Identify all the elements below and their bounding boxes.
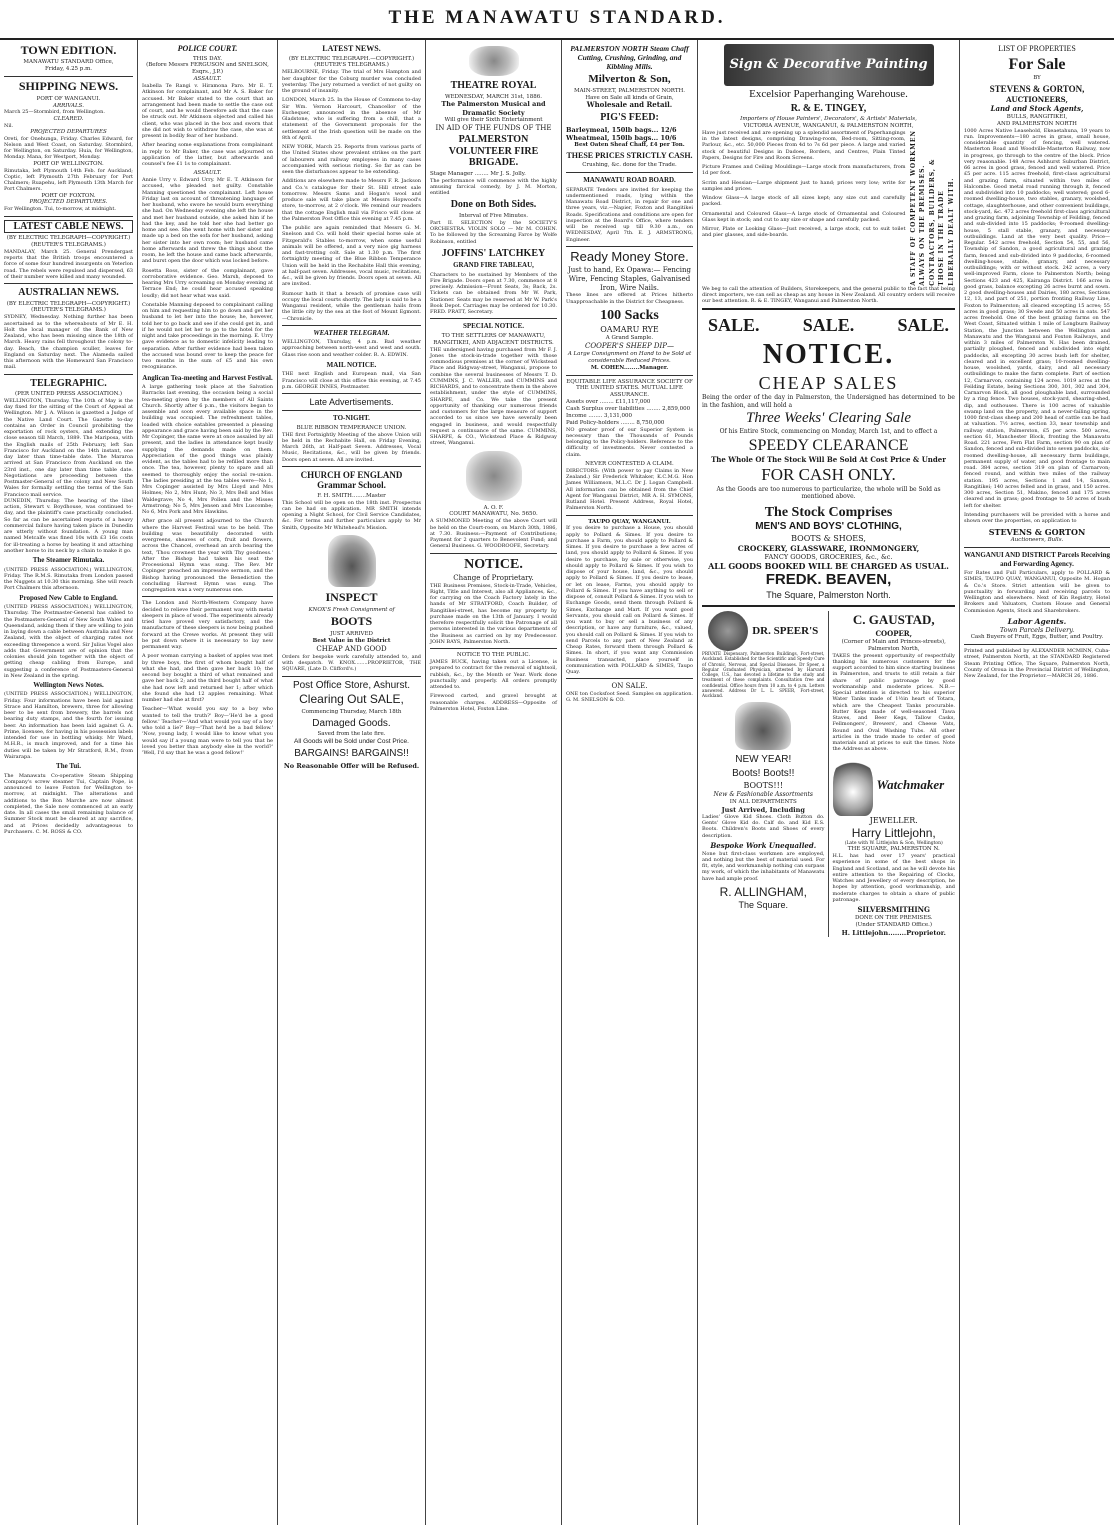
on-sale-text: ONE ton Cocksfoot Seed. Samples on application. G. M. SNELSON & CO.: [566, 691, 693, 704]
oamaru-rye: OAMARU RYE: [600, 325, 659, 335]
parcels-text: For Rates and Full Particulars, apply to POLLARD & SIMES, TAUPO QUAY, WANGANUI, Opposite M. Hogan & Co.'s Store. Strict attention will be given to punctuality in forwarding and receiving parcels to Wellington and elsewhere. Next of Kin Registry, Hotel Brokers and Valuators, Custom House and General Commission Agents, Stock and Sharebrokers.: [964, 570, 1110, 614]
speedy-clearance: SPEEDY CLEARANCE: [748, 436, 909, 454]
latest-para-6: Rumour hath it that a breach of promise case will occupy the local courts shortly. The lady is said to be a Wanganui resident, while the gentleman hails from the little city by the sea at the foot of Mount Egmont.—Chronicle.: [282, 290, 421, 322]
tableau-heading: GRAND FIRE TABLEAU,: [453, 261, 534, 270]
part2-text: Part II. SELECTION by the SOCIETY'S ORCHESTRA. VIOLIN SOLO — Mr M. COHEN. To be followed by the Screaming Farce by Wolfe Robinson, entitled: [430, 219, 557, 245]
speer-heading: DR. SPEER'S: [752, 624, 819, 637]
damaged-heading: Damaged Goods.: [312, 717, 391, 729]
give-entertainment: Will give their Sixth Entertainment: [444, 116, 543, 123]
entire-stock: Of his Entire Stock, commencing on Monday, March 1st, and to effect a: [719, 428, 938, 436]
labor-agents: Labor Agents.: [1007, 616, 1067, 626]
fancy-goods: FANCY GOODS, GROCERIES, &c., &c.: [764, 553, 893, 561]
frames-text: Picture Frames and Ceiling Mouldings—Large stock from manufacturers, from 1d per foot.: [702, 164, 906, 177]
bespoke-heading: Bespoke Work Unequalled.: [710, 840, 817, 850]
boots-heading: BOOTS: [330, 614, 373, 629]
sacks-heading: 100 Sacks: [600, 307, 659, 323]
just-arrived-including: Just Arrived, Including: [721, 805, 805, 814]
littlejohn-proprietor: H. Littlejohn........Proprietor.: [841, 928, 946, 937]
opawa-text: These lines are offered at Prices hitherto Unapproachable in the District for Cheapness.: [566, 292, 693, 305]
aus-credit: (BY ELECTRIC TELEGRAPH—COPYRIGHT.) (REUTER'S TELEGRAMS.): [6, 300, 131, 314]
grand-sample: A Grand Sample.: [605, 335, 654, 342]
inspect-heading: INSPECT: [325, 589, 378, 604]
theatre-date: WEDNESDAY, MARCH 31st, 1886.: [444, 93, 543, 100]
arrivals-label: ARRIVALS.: [53, 102, 84, 109]
on-sale-heading: ON SALE.: [611, 682, 648, 691]
tea-para-5: Teacher—'What would you say to a boy who wanted to tell the truth?' Boy—'He'd be a good fellow.' Teacher—'And what would you say of a boy who told a lie?' Boy—'That he'd be a bad fellow.' 'Now, young lady, I would like to know what you would say if a young man were to tell you that he loved you better than anybody else in the world?' 'Well, I'd say that he was a good fellow!': [142, 706, 273, 757]
aof-emblem: [466, 451, 522, 501]
wellington-notes-heading: Wellington News Notes.: [33, 681, 104, 690]
column-6: [697, 40, 959, 1525]
littlejohn-text: H.L. has had over 17 years' practical experience in some of the best shops in England and Scotland, and as he will devote his entire attention to the Repairing of Clocks, Watches and Jewellery of every description, he hopes by attention, good workmanship, and moderate charges to obtain a share of public patronage.: [832, 853, 955, 903]
cooper-heading: COOPER'S SHEEP DIP—: [584, 342, 674, 351]
column-1: [0, 40, 137, 1525]
boots-1: Boots! Boots!!: [732, 767, 795, 779]
clearing-heading: Clearing Out SALE,: [299, 692, 404, 707]
cooper-text: A Large Consignment on Hand to be Sold at considerable Reduced Prices.: [567, 350, 692, 364]
projected-text: Oreti, for Onehunga, Friday. Charles Edward, for Nelson and West Coast, on Saturday. Stormbird, for Wellington, on Saturday. Huia, for Wellington, Monday. Mana, for Westport, Monday.: [4, 135, 133, 161]
latest-para-4: Additions are elsewhere made to Messrs F. R. Jackson and Co.'s catalogue for their St. Hill street sale tomorrow. Messrs Sams and Hogan's wool and produce sale will take place at Messrs Hopwood's store, to-morrow, at 2 o'clock. We remind our readers that the cottage English mail via Frisco will close at the Palmerston Post Office this evening at 7.45 p.m.: [282, 178, 421, 222]
sale-2: SALE.: [802, 315, 855, 336]
vertical-text-5: LIBERALLY DEALT WITH.: [947, 177, 955, 286]
wheat-price: Wheatmeal, 150lb bags... 10/6: [566, 133, 677, 142]
foxton-port: PORT OF FOXTON.: [41, 192, 96, 199]
crushing: Crushing, &c. done for the Trade.: [582, 162, 677, 169]
change-proprietary: Change of Proprietary.: [453, 573, 534, 582]
boots-shoes-label: BOOTS & SHOES,: [791, 533, 866, 543]
cleared-text: Nil.: [4, 122, 14, 129]
latest-para-3: NEW YORK, March 25. Reports from various parts of the United States show prevalent strikes on the part of labourers and railway employees in many cases accompanied with serious rioting. So far as can be seen the disturbances appear to be extending.: [282, 144, 421, 176]
by-label: BY: [1033, 75, 1041, 82]
best-value: Best Value in the District: [312, 638, 391, 645]
projected-label: PROJECTED DEPARTURES: [30, 128, 107, 135]
auctioneers: AUCTIONEERS,: [1006, 95, 1068, 105]
dunedin-text: DUNEDIN, Thursday. The hearing of the libel action, Stewart v. Boydhouse, was continued to-day, and the plaintiff's case practically concluded. So far as can be ascertained reports of a heavy commercial failure having taken place in Dunedin are utterly without foundation. A young man named Metcalfe was fined 10s with £3 16s costs for ill-treating a horse by beating it and attaching another horse to its neck by a chain to make it go.: [4, 497, 133, 554]
society: The Palmerston Musical and Dramatic Society: [441, 100, 546, 117]
fire-brigade-heading: PALMERSTON VOLUNTEER FIRE BRIGADE.: [448, 134, 539, 169]
church-master: F. H. SMITH........Master: [317, 492, 386, 499]
chaff-price: Best Oaten Sheaf Chaff, £4 per Ton.: [574, 141, 685, 148]
mirror-text: Mirror, Plate or Looking Glass—Just received, a large stock, cut to suit toilet and pier glasses, and side-boards.: [702, 226, 906, 239]
buck-text: JAMES BUCK, having taken out a License, is prepared to contract for the removal of nightsoil, rubbish, &c., by the Month or Year. Work done punctually and properly. All orders promptly attended to.: [430, 659, 557, 691]
police-para-4: Rosetta Ross, sister of the complainant, gave corroborative evidence. Geo. Marsh, deposed to hearing Mrs Urry screaming on Monday evening at Terrace End; he could hear accused speaking loudly; did not hear what was said.: [142, 267, 273, 299]
column-3: [277, 40, 425, 1525]
settlers-text: THE undersigned having purchased from Mr F. J. Jones the stock-in-trade together with those commodious premises at the corner of Wickstead Place and Ridgway-street, Wanganui, propose to combine the several businesses of Messrs T. D. CUMMINS, J. C. WALLER, and CUMMINS and RICHARDS, and to concentrate them in the above establishment, under the style of CUMMINS, SHARPE, and Co. We take the present opportunity of thanking our numerous friends and customers for the large measure of support accorded to us since we have severally been engaged in business, and would respectfully request a continuance of the same. CUMMINS, SHARPE, & CO., Wickstead Place & Ridgway street, Wanganui.: [430, 346, 557, 447]
cleared-label: CLEARED.: [53, 115, 84, 122]
cash-only: FOR CASH ONLY.: [761, 465, 896, 485]
for-sale: For Sale: [1008, 55, 1066, 73]
gaustad-cooper: COOPER,: [875, 629, 913, 639]
cable-text: MANDALAY, March 25. General Prendergast reports that the British troops encountered a force of some four hundred insurgents on Yeterlon road. The rebels were repulsed and dispersed, 63 of their number were killed and many wounded.: [4, 248, 133, 280]
knox-text: Orders for bespoke work carefully attended to, and with despatch. W. KNOX........PROPRIETOR, THE SQUARE, (Late D. Clifford's.): [282, 653, 421, 673]
cable-proposal-heading: Proposed New Cable to England.: [19, 593, 118, 602]
auctioneers-bulls: Auctioneers, Bulls.: [1010, 537, 1064, 544]
allingham-square: The Square.: [738, 899, 789, 910]
equitable-income: Income ........ 3,131,000: [566, 412, 633, 419]
saved-fire: Saved from the late fire.: [317, 731, 386, 738]
sale-1: SALE.: [708, 315, 760, 336]
court-manawatu: COURT MANAWATU, No. 5650.: [449, 511, 538, 518]
parcels-delivery: Town Parcels Delivery.: [999, 626, 1075, 635]
tonight-label: TO-NIGHT.: [333, 414, 370, 423]
tea-para-2: After grace all present adjourned to the Church where the Harvest Festival was to be held. The building was beautifully decorated with evergreens, sheaves of corn, fruit and flowers, across the Chancel, overhead an arch bearing the text, 'Thou crownest the year with Thy goodness.' After the Bishop had taken his seat the Processional Hymn was sung. The Rev. Mr Copinger preached an impressive sermon, and the Bishop having pronounced the Benediction the concluding Harvest Hymn was sung. The congregation was a very numerous one.: [142, 518, 273, 594]
all-departments: IN ALL DEPARTMENTS: [729, 798, 797, 805]
foxton-text: For Wellington. Tui, to-morrow, at midnight.: [4, 206, 116, 213]
goods-booked: ALL GOODS BOOKED WILL BE CHARGED AS USUAL.: [708, 561, 949, 572]
town-date: Friday, 4.25 p.m.: [44, 66, 93, 73]
vertical-text-3: CONTRACTORS, BUILDERS, &: [928, 158, 936, 286]
bargains-heading: BARGAINS! BARGAINS!!: [294, 748, 409, 760]
column-2: [137, 40, 277, 1525]
po-store-heading: Post Office Store, Ashurst.: [292, 679, 411, 691]
littlejohn-late: (Late with W. Littlejohn & Son, Wellington): [844, 840, 943, 846]
done-both-sides: Done on Both Sides.: [450, 199, 537, 211]
barley-price: Barleymeal, 150lb bags... 12/6: [566, 125, 677, 134]
speer-text: PRIVATE Dispensary, Palmerston Buildings, Fort-street, Auckland. Established for the Scientific and Speedy Cure of Chronic, Nervous, and Special Diseases. Dr Speer, a Regular Graduated Physician, attested by Harvard College, U.S., has devoted a lifetime to the study and treatment of these complaints. Consultation free and confidential. Office hours from 10 a.m. to 4 p.m. Letters answered. Address Dr L. L. SPEER, Fort-street, Auckland.: [702, 651, 825, 699]
equitable-heading: EQUITABLE LIFE ASSURANCE SOCIETY OF THE UNITED STATES. MUTUAL LIFE ASSURANCE.: [566, 378, 693, 399]
printed-by: Printed and published by ALEXANDER MCMINN, Cuba-street, Palmerston North, at the STANDARD Registered Steam Printing Office, The Square, Palmerston North, County of Oroua in the Provincial District of Wellington, New Zealand, for the Proprietor.—MARCH 26, 1886.: [964, 648, 1110, 680]
masthead: THE MANAWATU STANDARD.: [0, 0, 1114, 40]
special-notice-heading: SPECIAL NOTICE.: [462, 322, 525, 331]
silver-text: DONE ON THE PREMISES.: [854, 914, 933, 921]
wellington-port: PORT OF WELLINGTON.: [33, 160, 104, 167]
numerous: As the Goods are too numerous to particularize, the whole will be Sold as mentioned above.: [716, 485, 941, 501]
summoned-text: A SUMMONED Meeting of the above Court will be held on the Court-room, on March 30th, 1886, at 7.30. Business:—Payment of Contributions; Payment for 2 quarters to Benevolent Fund; and General Business. G. WOODROOFE, Secretary.: [430, 518, 557, 550]
intending-text: Intending purchasers will be provided with a horse and shown over the properties, on application to: [964, 511, 1110, 525]
allingham: R. ALLINGHAM,: [719, 884, 807, 899]
parcels-heading: WANGANUI AND DISTRICT Parcels Receiving and Forwarding Agency.: [964, 551, 1110, 568]
gaustad-text: TAKES the present opportunity of respectfully thanking his numerous customers for the support accorded to him since starting business in Palmerston, and trusts to still retain a fair share of public patronage by good workmanship and moderate prices. N.B.—Special attention is directed to his superior Water Tanks made of 1½in heart of Totara, which are the Cheapest Tanks procurable. Butter Kegs made of well-seasoned Tawa Staves, and Beer Kegs, Tallow Casks, Fellmongers', Brewers', and Cheese Vats, Round and Oval Washing Tubs. All other articles in the trade made to order of good materials and at prices to suit the times. Note the Address as above.: [832, 652, 955, 753]
list-properties: LIST OF PROPERTIES: [998, 44, 1076, 53]
australian-heading: AUSTRALIAN NEWS.: [18, 287, 119, 299]
ready-money-heading: Ready Money Store.: [570, 248, 689, 264]
aus-text: SYDNEY, Wednesday. Nothing further has been ascertained as to the whereabouts of Mr E. H. Holt the local manager of the Bank of New Zealand, who has been missing since the 18th of March. Heavy rains fell throughout the colony to-day. Beach, the champion sculler, leaves for England on Saturday next. The Alameda sailed this afternoon with the Homeward San Francisco mail.: [4, 314, 133, 371]
equitable-paid: Paid Policy-holders ........ 8,750,000: [566, 419, 665, 426]
royal-emblem: [469, 46, 519, 76]
police-para-5: Constable Manning deposed to complainant calling on him and requesting him to go down and get her husband to let her into the house; he, however, told her to go back and see if she could get in, and if he would not let her to go to the hotel for the night and take proceedings in the morning. E. Urry gave evidence as to domestic infelicity leading to separation. After further evidence had been taken the accused was bound over to keep the peace for two months in the sum of £5 and his own recognisance.: [142, 301, 273, 371]
whole-stock: The Whole Of The Stock Will Be Sold At Cost Price & Under: [711, 454, 946, 464]
perf-text: The performance will commence with the highly amusing farcical comedy, by J. M. Morton, entitled: [430, 177, 557, 197]
notice-big: NOTICE.: [762, 338, 895, 370]
aid-funds: IN AID OF THE FUNDS OF THE: [435, 123, 552, 132]
stage-manager: Stage Manager ........ Mr J. S. Jolly.: [430, 170, 526, 177]
town-edition-heading: TOWN EDITION.: [20, 43, 117, 57]
latest-news-heading: LATEST NEWS.: [322, 44, 381, 53]
rimutaka-text: (UNITED PRESS ASSOCIATION.) WELLINGTON, Friday. The R.M.S. Rimutaka from London passed the Nuggets at 10.30 this morning. She will reach Port Chalmers this afternoon.: [4, 566, 133, 592]
stevens-gorton: STEVENS & GORTON,: [989, 84, 1085, 95]
tableau-text: Characters to be sustained by Members of the Fire Brigade. Doors open at 7.30, commence at 8 precisely. Admission—Front Seats, 3s; Back, 2s. Tickets can be obtained from Mr W. Park, Stationer. Seats may be reserved at Mr W. Park's Book Depot. Carriages may be ordered for 10.30. FRED. PRATT, Secretary.: [430, 271, 557, 316]
dr-speer-portrait: [708, 611, 748, 651]
police-para-3: Annie Urry v. Edward Urry. Mr E. T. Atkinson for accused, who pleaded not guilty. Constable Manning questioned the complainant. Left house Friday last on account of threatening language of her husband, who swore he would burn everything she had. On Wednesday evening she left the house and met her husband outside, she asked him if he had the key, and he told her she had better go home and see. She went home with her sister and made up a bed on the sofa for her husband, asking her sister into her own room; her husband came home afterwards and threw the things about the room, he left the house and came back afterwards, and burst open the door which was locked before.: [142, 177, 273, 265]
taupo-text: If you desire to purchase a House, you should apply to Pollard & Simes. If you desire to purchase a Farm, you should apply to Pollard & Simes. If you desire to purchase a few acres of land, you should apply to Pollard & Simes. If you desire to purchase, by sale or otherwise, you should apply to Pollard & Simes. If you wish to dispose of your house, land, &c., you should apply to Pollard & Simes. If you desire to lease, or let on lease, Farms, you should apply to Pollard & Simes. If you have anything to sell or dispose of, consult Pollard & Simes. If you wish to Exchange Goods, send them through Pollard & Simes, Exchange and Mart. If you want good Servants, you should call on Pollard & Simes. If you want to buy or sell a business of any description, or have any furniture, &c., valued, you should call on Pollard & Simes. If you wish to send Parcels to any part of New Zealand at Cheap Rates, forward them through Pollard & Simes. In short, if you want any Commission Business transacted, place yourself in communication with POLLARD & SIMES, Taupo Quay.: [566, 525, 693, 676]
bulls: BULLS, RANGITIKEI,: [1006, 113, 1068, 120]
late-ads-heading: Late Advertisements.: [309, 397, 394, 408]
foxton-projected: PROJECTED DEPARTURES.: [29, 199, 108, 206]
bespoke-text: None but first-class workmen are employed, and nothing but the best of material used. For fit, style, and workmanship nothing can surpass my work, of which the inhabitants of Manawatu have had ample proof.: [702, 850, 825, 882]
firewood-text: Firewood carted, and gravel brought at reasonable charges. ADDRESS—Opposite of Palmerston Hotel, Foxton Line.: [430, 693, 557, 712]
stevens-gorton-2: STEVENS & GORTON: [988, 527, 1086, 538]
town-office: MANAWATU STANDARD Office,: [23, 59, 114, 66]
gaustad-corner: (Corner of Main and Princes-streets), Palmerston North,: [841, 638, 946, 652]
latest-para-2: LONDON, March 25. In the House of Commons to-day Sir Wm. Vernon Harcourt, Chancellor of the Exchequer, announced in the absence of Mr Gladstone, who is suffering from a chill, that a statement of the Government proposals for the settlement of the Irish question will be made on the 8th of April.: [282, 97, 421, 141]
painting-banner: Sign & Decorative Painting: [724, 44, 934, 86]
boot-illustration-2: [735, 702, 791, 750]
tea-para-4: A poor woman carrying a basket of apples was met by three boys, the first of whom bought half of what she had, and then gave her back 10; the second boy bought a third of what remained and gave her back 2; and the third bought half of what she had now left and returned her 1; after which she found she had 12 apples remaining. What number had she at first?: [142, 653, 273, 704]
littlejohn-square: THE SQUARE, PALMERSTON N.: [847, 846, 940, 853]
road-board-text: SEPARATE Tenders are invited for keeping the undermentioned roads, lying within the Manawatu Road District, in repair for one and three years, viz.—Napier, Foxton and Rangitikei Roads. Specifications and conditions are open for inspection at the Board's Office, where tenders will be received up till 9.30 a.m., on WEDNESDAY, April 7th. E. J. ARMSTRONG, Engineer.: [566, 186, 693, 243]
equitable-text: NO greater proof of our Superior System is necessary than the Thousands of Pounds belonging to the Policy-holders. Reference to the difficulty of investments. Never contested a claim.: [566, 426, 693, 458]
wanganui-port: PORT OF WANGANUI.: [36, 95, 101, 102]
vertical-text-2: ALWAYS ON THE PREMISES.: [919, 164, 926, 286]
equitable-surplus: Cash Surplus over liabilities ........ 2,859,000: [566, 406, 691, 413]
aof-label: A. O. F.: [483, 504, 504, 511]
taupo-heading: TAUPO QUAY, WANGANUI.: [588, 518, 671, 525]
beaven: FREDK. BEAVEN,: [765, 571, 892, 589]
telegraphic-heading: TELEGRAPHIC.: [30, 377, 107, 389]
jeweller: JEWELLER.: [869, 815, 918, 825]
column-5: [561, 40, 697, 1525]
blue-ribbon-text: THE first Fortnightly Meeting of the above Union will be held in the Rechabite Hall, on Friday Evening, March 26th, at Half-past Seven. Addresses, Vocal Music, Recitations, &c., will be given by friends. Doors open at seven. All are invited.: [282, 431, 421, 463]
cheap-good: CHEAP AND GOOD: [316, 645, 387, 654]
main-street: MAIN-STREET, PALMERSTON NORTH.: [573, 87, 686, 94]
settlers-heading: TO THE SETTLERS OF MANAWATU, RANGITIKEI, AND ADJACENT DISTRICTS.: [433, 332, 554, 346]
cheap-sales: CHEAP SALES: [758, 372, 899, 393]
column-7: [959, 40, 1114, 1525]
notice-heading: NOTICE.: [464, 556, 523, 572]
just-arrived: JUST ARRIVED: [330, 631, 373, 638]
properties-text: 1000 Acres Native Leasehold, Ekeaetahuna, 19 years to run. Improvements—180 acres in grass, small house, considerable quantity of fencing, well watered. Masterton Road and Woodville-Masterton Railway, now in progress, go through to the centre of the block. Price very reasonable. 148 Acres Ashhurst Suburban District, 66 acres in good grass, fenced and well watered. Price £5 per acre. 115 acres freehold, first-class agricultural and grazing farm, situated within two miles of Halcombe. Good metal road running through it, fenced and subdivided into 10 paddocks; well watered; good 6-roomed dwelling-house, two stables, granary, woolshed, cottage, slaughterhouse, and other convenient buildings, stock-yard, &c. 472 acres freehold first-class agricultural and grazing farm, adjoining Township of Feilding, fenced and sub-divided into 15 paddocks; 9-roomed dwelling-house, 5 stall stable, granary, and necessary outbuildings. Land at the very best quality. Price—Regular. 542 acres freehold, Section 54, 55, and 56, Township of Sandon, a good agricultural and grazing farm, fenced and sub-divided into 9 paddocks, 6-roomed dwelling-house, stable, granary, and necessary outbuildings; with or without stock. 242 acres, a very well-improved Farm, close to Palmerston North; being Sections 423 and 425, Kairanga District. 166 acres in good grass, balance excepting 26 acres burnt and sown. 2 good dwelling-houses and Dairies, 180 acres, Sections 12, 13, and part of 251, portion fronting Railway Line, Foxton to Palmerston; all cleared excepting 15 acres; 55 acres in good grass; 30 Swede and 50 acres in oats. 547 acres freehold. One of the best grazing farms on the West Coast, Situated within 1 mile of Longburn Railway Station, the Junction between the Wellington and Manawatu and the Wanganui and Foxton Railways, and within 3 miles of Palmerston N. Has been drained, partially ploughed, fenced and subdivided into eight paddocks, all excepting 30 acres bush left for shelter, cleared and in excellent grass; 10-roomed dwelling-house, woolshed, yards, dairy, and all necessary outbuildings to make the farm complete. Part of section 12, Carnarvon, containing 124 acres. 1019 acres at the Feilding Estate, being Sections 300, 301, 302 and 304, Carnarvon Block, all good ploughable land, surrounded by a ring fence. Two houses, stock-yard, shearing-shed, dip, and outhouses. There is 100 acres of valuable swamp land on the property, and a never-failing spring. 1000 first-class sheep and 200 head of cattle can be had at valuation. 7½ acres, section 33, near township and railway station, Palmerston, £5 per acre. 500 acres, section 61, Manchester Block, fronting the Manawatu Road. 221 acres, Fern Flat Farm, section 90 on plan of Sandon, fenced and sub-divided into seven paddocks, six-roomed dwelling-house, all necessary farm buildings, permanent supply of water, and good frontage to main road. 384 acres, section 319 on plan of Carnarvon; fenced round, and within two miles of the railway station. 195 acres, Sections 1 and 14, Sanson, Rangitikei; 140 acres felled and in grass, and 150 acres. 300 acres, Section 51, Makino, fenced and 175 acres cleared and in grass; good frontage to 50 acres of bush left for shelter.: [964, 127, 1110, 509]
excelsior-heading: Excelsior Paperhanging Warehouse.: [749, 88, 908, 100]
opawa-goods: Just to hand, Ex Opawa:— Fencing Wire, Fencing Staples, Galvanised Iron, Wire Nails.: [567, 266, 692, 292]
before-magistrates: (Before Messrs FERGUSON and SNELSON, Esqrs., J.P.): [146, 62, 269, 76]
crockery: CROCKERY, GLASSWARE, IRONMONGERY,: [737, 543, 920, 553]
church-text: This School will be open on the 18th inst. Prospectus can be had on application. MR SMITH intends opening a Night School, for Civil Service Candidates, &c. For terms and further particulars apply to Mr Smith, Opposite Mr Whitehead's Mission.: [282, 499, 421, 531]
latest-para-5: The public are again reminded that Messrs G. M. Snelson and Co. will hold their special horse sale at Fitzgerald's Stables to-morrow, when some useful animals will be offered, and a very nice gig harness and fast-trotting colt. Sale at 1.30 p.m. The first fortnightly meeting of the Blue Ribbon Temperance Union will be held in the Rechabite Hall this evening, at half-past seven. Addresses, vocal music, recitations, &c., will be given by friends. Doors open at seven. All are invited.: [282, 225, 421, 288]
joffins-heading: JOFFINS' LATCHKEY: [441, 247, 546, 259]
arrivals-text: March 25—Stormbird, from Wellington.: [4, 109, 105, 116]
directors-text: DIRECTORS: (With power to pay Claims in New Zealand.) Sir Frederick Whitaker, K.C.M.G. Hon James Williamson, M.L.C. Dr J. Logan Campbell. All information can be obtained from the Chief Agent for Wanganui District, MR A. H. SYMONS, Rutland Hotel. Present Address, Royal Hotel, Palmerston North.: [566, 467, 693, 512]
stock-comprises: The Stock Comprises: [764, 504, 893, 520]
tingey-text: Have just received and are opening up a splendid assortment of Paperhangings in the latest designs, comprising Drawing-room, Bed-room, Sitting-room, Parlour, &c., etc. 50,000 Pieces from 4d to 7s 6d per piece. A large and varied stock of beautiful Designs in Dadoes, Borders, and Centres, Plain Tinted Papers, Designs for Fire and Room Screens.: [702, 129, 906, 161]
shipping-heading: SHIPPING NEWS.: [18, 78, 119, 93]
and-palmerston: AND PALMERSTON NORTH: [997, 120, 1077, 127]
watchmaker: Watchmaker: [876, 777, 945, 793]
beaven-square: The Square, Palmerston North.: [766, 589, 891, 600]
under-office: (Under STANDARD Office.): [855, 921, 932, 928]
refused: No Reasonable Offer will be Refused.: [283, 761, 420, 770]
pig-feed-heading: PIG'S FEED:: [600, 112, 659, 124]
knox-consignment: KNOX'S Fresh Consignment of: [308, 606, 395, 613]
equitable-assets: Assets over ........ £11,117,000: [566, 399, 651, 406]
latest-cable-heading: LATEST CABLE NEWS.: [4, 220, 133, 234]
wellington-text: Rimutaka, left Plymouth 14th Feb. for Auckland; Coptic, left Plymouth 27th February for Port Chalmers; Ruapehu, left Plymouth 13th March for Port Chalmers.: [4, 167, 133, 193]
mills-heading: PALMERSTON NORTH Steam Chaff Cutting, Crushing, Grinding, and Kibbling Mills.: [570, 44, 689, 71]
tele-credit: (PER UNITED PRESS ASSOCIATION.): [15, 391, 122, 398]
tea-para-1: A large gathering took place at the Salvation Barracks last evening, the occasion being a social tea-meeting given by the members of All Saints Church. Shortly after 6 p.m., the visitors began to assemble and soon every available space in the building was occupied. The refreshment tables, loaded with choice eatables presented a pleasing appearance and grace having been said by the Rev. Mr Copinger, the same were at once assailed by all present, and the ladies in attendance kept busily supplying the demands made on them. Appreciation of the good things was plainly evident, as the tables had to be refilled more than once. The tea, however, plenty to spare and all seemed to thoroughly enjoy the social re-union. The ladies presiding at the tea tables were—No 1, Mrs Copinger assisted by Mrs Lloyd and Mrs Holmes; No 2, Mrs Hunt; No 3, Mrs Bell and Miss Waldegrave; No 4, Mrs Pollen and the Misses Armstrong; No 5, Mrs Jensen and Mrs Luscombe; No 6, Mrs Pork and Mrs Hawkins.: [142, 384, 273, 516]
column-4: [425, 40, 561, 1525]
vertical-text-4: THOSE IN THE TRADE: [938, 190, 945, 286]
blue-ribbon: BLUE RIBBON TEMPERANCE UNION.: [296, 424, 407, 431]
scrim-text: Scrim and Hessian—Large shipment just to hand; prices very low; write for samples and prices.: [702, 179, 906, 192]
this-day: THIS DAY.: [193, 55, 222, 62]
new-year: NEW YEAR!: [735, 754, 792, 766]
tea-para-3: The London and North-Western Company have decided to relieve their permanent way with metal sleepers in place of wood. The experiments already tried have proved very satisfactory, and the manufacture of these sleepers is now being pushed forward at the Crewe works. At present they will be put down where it is necessary to lay new permanent way.: [142, 600, 273, 651]
tingey-footer: We beg to call the attention of Builders, Storekeepers, and the general public to the fact that being direct importers, we can sell as cheap as any house in New Zealand. All country orders will receive our best attention. R. & E. TINGEY, Wanganui and Palmerston North.: [702, 285, 955, 305]
interval: Interval of Five Minutes.: [459, 212, 528, 219]
church-heading: CHURCH OF ENGLAND Grammar School.: [300, 469, 403, 491]
latest-para-1: MELBOURNE, Friday. The trial of Mrs Hampton and her daughter for the Coburg murder was concluded yesterday. The jury returned a verdict of not guilty on the ground of insanity.: [282, 69, 421, 95]
importers: Importers of House Painters', Decorators', & Artists' Materials,: [740, 116, 917, 123]
sale-3: SALE.: [897, 315, 949, 336]
tea-meeting-heading: Anglican Tea-meeting and Harvest Festival.: [142, 373, 273, 382]
tui-heading: The Tui.: [56, 762, 81, 771]
assault-label-2: ASSAULT.: [193, 170, 222, 177]
mail-text: THE next English and European mail, via San Francisco will close at this office this evening, at 7.45 p.m. GEORGE INNES, Postmaster.: [282, 371, 421, 390]
road-board-heading: MANAWATU ROAD BOARD.: [583, 176, 676, 185]
three-weeks: Three Weeks' Clearing Sale: [746, 410, 911, 427]
police-para-1: Isabella Te Rangi v. Hiramona Paro. Mr E. T. Atkinson for complainant, and Mr A. S. Baker for accused. Mr Baker stated to the court that an arrangement had been made to settle the case out of court, and he would therefore ask that the case be struck out. Mr Atkinson objected and called his client, who was placed in the box and sworn that she did not wish to withdraw the case, she was at present in bodily fear of her husband.: [142, 83, 273, 140]
littlejohn: Harry Littlejohn,: [851, 825, 936, 840]
weather-text: WELLINGTON, Thursday, 4 p.m. Bad weather approaching between north-west and west and south. Glass rise soon and weather colder. R. A. EDWIN.: [282, 339, 421, 358]
never-contested: NEVER CONTESTED A CLAIM.: [585, 460, 674, 467]
boots-2: BOOTS!!!: [743, 781, 784, 791]
police-para-2: After hearing some explanations from complainant in reply to Mr Baker, the case was adjourned on application of the latter, but afterwards and counsel's fee £1 1s to complainant.: [142, 142, 273, 168]
tele-text: WELLINGTON, Thursday. The 10th of May is the day fixed for the sitting of the Court of Appeal at Wellington. Mr J. A. Wilson is gazetted a Judge of the Native Land Court. The Gazette to-day contains an Order in Council prohibiting the exportation of rock oysters, and extending the close season till March, 1889. The Mariposa, with the English mails of 25th February, left San Francisco for Auckland on the 14th instant, one day later than time-table date. The Mararoa arrived at San Francisco from Auckland on the 23rd inst., one day later than time table date. Negotiations are proceeding between the Postmaster-General of the colony and New South Wales for formally settling the terms of the San Francisco mail service.: [4, 397, 133, 498]
cheap-text: Being the order of the day in Palmerston, the Undersigned has determined to be in the fashion, and will hold a: [702, 394, 955, 409]
window-text: Window Glass—A large stock of all sizes kept; any size cut and carefully packed.: [702, 195, 906, 208]
vertical-text-1: A STAFF OF COMPETENT WORKMEN: [909, 129, 917, 286]
cable-credit: (BY ELECTRIC TELEGRAPH—COPYRIGHT.) (REUTER'S TELEGRAMS.): [6, 235, 131, 248]
cash-buyers: Cash Buyers of Fruit, Eggs, Butter, and Poultry.: [970, 634, 1104, 641]
land-stock: Land and Stock Agents,: [990, 104, 1084, 114]
rimutaka-heading: The Steamer Rimutaka.: [32, 556, 105, 565]
arrived-text: Ladies' Glove Kid Shoes. Cloth Button do. Gents' Glove Kid do. Calf do. and Kid E.S. Boots. Children's Boots and Shoes of every description.: [702, 813, 825, 839]
ornamental-text: Ornamental and Coloured Glass—A large stock of Ornamental and Coloured Glass kept in stock; and cut to any size or shape and carefully packed.: [702, 210, 906, 223]
public-notice-heading: NOTICE TO THE PUBLIC.: [456, 652, 531, 659]
change-text: THE Business Premises, Stock-in-Trade, Vehicles, Right, Title and Interest, also all Appliances, &c., for carrying on the Coach Factory lately in the hands of Mr STRATFORD, Coach Builder, of Rangitikei-street, has become my property by purchase made on the 13th of January. I would therefore respectfully solicit the Patronage of all persons interested in the various departments of the Business as carried on by my Predecessor. JOHN BAYS, Palmerston North.: [430, 582, 557, 645]
fashionable: New & Fashionable Assortments: [713, 791, 814, 799]
assault-label: ASSAULT.: [193, 76, 222, 83]
weather-heading: WEATHER TELEGRAM.: [313, 328, 390, 337]
wellington-notes-text: (UNITED PRESS ASSOCIATION.) WELLINGTON, Friday. Four informations have been laid against Strace and Hamilton, brewers, three for allowing beer to be sent from brewery, the barrels not bearing duty stamps, and the fourth for issuing beer. An information has been laid against G. A. Prime, licensee, for having in his possession labels intended for use in bottling whisky. Mr Ward, M.H.R., is much improved, and for a time his duties will be taken by Mr Stratford, R.M., from Wairarapa.: [4, 691, 133, 760]
silversmithing: SILVERSMITHING: [857, 905, 931, 915]
commencing: Commencing Thursday, March 18th: [301, 708, 402, 715]
tui-text: The Manawatu Co-operative Steam Shipping Company's screw steamer Tui, Captain Pope, is announced to leave Foxton for Wellington to-morrow, at midnight. The alterations and additions to the Bon Marche are now almost completed, the Sale now commenced at an early date. In all cases the small remaining balance of Summer Stock must be cleared at any sacrifice, and at Prices decidedly advantageous to Purchasers. C. M. ROSS & CO.: [4, 772, 133, 835]
milverton-heading: Milverton & Son,: [588, 73, 671, 85]
victoria: VICTORIA AVENUE, WANGANUI, & PALMERSTON NORTH,: [743, 123, 914, 130]
boot-illustration: [328, 535, 376, 587]
tingey-heading: R. & E. TINGEY,: [790, 102, 867, 114]
clothing: MEN'S AND BOYS' CLOTHING,: [755, 521, 902, 533]
theatre-heading: THEATRE ROYAL: [450, 80, 537, 91]
prices-cash: THESE PRICES STRICTLY CASH.: [566, 150, 693, 160]
cost-price: All Goods will be Sold under Cost Price.: [294, 738, 409, 746]
manager: M. COHEN........Manager.: [590, 364, 669, 371]
latest-credit: (BY ELECTRIC TELEGRAPH.—COPYRIGHT.) (REUTER'S TELEGRAMS.): [288, 55, 415, 69]
gaustad: C. GAUSTAD,: [852, 612, 935, 628]
grain: Have on Sale all kinds of Grain,: [585, 94, 674, 101]
cable-proposal-text: (UNITED PRESS ASSOCIATION.) WELLINGTON, Thursday. The Postmaster-General has cabled to the Postmasters-General of New South Wales and Queensland, asking them if they are willing to join in laying down a cable between Australia and New Zealand, with the object of charging rates not exceeding threepence a word. Sir Julius Vogel also adds that Government are of opinion that the colonies should join together with the object of getting cheap cabling from Europe, and suggesting a conference of Postmasters-General in New Zealand in the spring.: [4, 604, 133, 679]
clock-illustration: [833, 756, 873, 816]
wholesale: Wholesale and Retail.: [586, 100, 673, 110]
police-heading: POLICE COURT.: [177, 44, 238, 53]
mail-heading: MAIL NOTICE.: [326, 360, 377, 369]
